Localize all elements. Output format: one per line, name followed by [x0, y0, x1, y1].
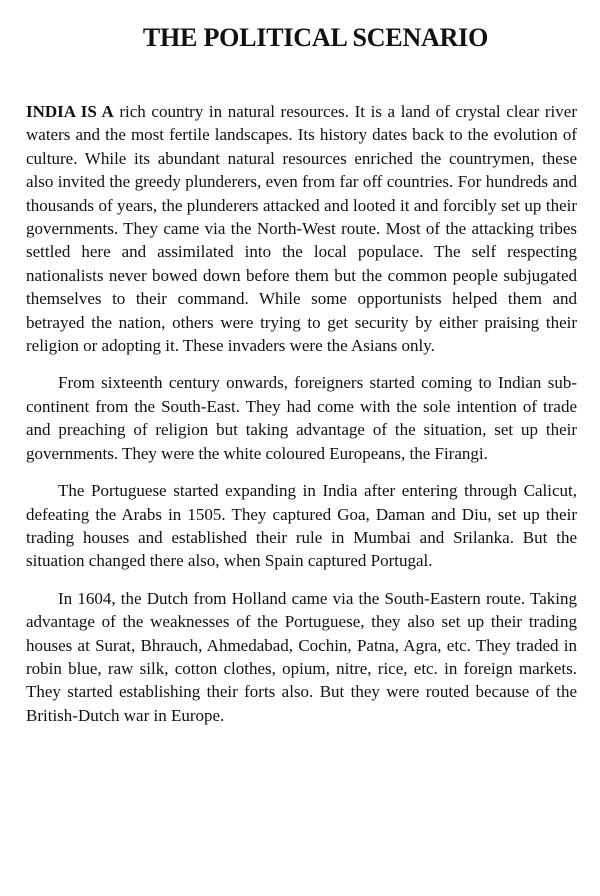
paragraph-1	[26, 100, 577, 357]
document-page	[26, 18, 577, 741]
document-body	[26, 100, 577, 727]
paragraph-lead-text: INDIA IS A	[26, 102, 114, 121]
chapter-title: THE POLITICAL SCENARIO	[142, 23, 489, 52]
paragraph-1-text: rich country in natural resources. It is a land of crystal clear river waters and the most fertile landscapes. Its history dates back to the evolution of culture. While its abundant natural resources enriched the countrymen, these also invited the greedy plunderers, even from far off countries. For hundreds and thousands of years, the plunderers attacked and looted it and forcibly set up their governments. They came via the North-West route. Most of the attacking tribes settled here and assimilated into the local populace. The self respecting nationalists never bowed down before them but the common people subjugated themselves to their command. While some opportunists helped them and betrayed the nation, others were trying to get security by either praising their religion or adopting it. These invaders were the Asians only.	[26, 102, 577, 356]
paragraph-4: In 1604, the Dutch from Holland came via the South-Eastern route. Taking advantage of the weaknesses of the Portuguese, they also set up their trading houses at Surat, Bhrauch, Ahmedabad, Cochin, Patna, Agra, etc. They traded in robin blue, raw silk, cotton clothes, opium, nitre, rice, etc. in foreign markets. They started establishing their forts also. But they were routed because of the British-Dutch war in Europe.	[26, 588, 577, 725]
paragraph-2: From sixteenth century onwards, foreigners started coming to Indian sub-continent from the South-East. They had come with the sole intention of trade and preaching of religion but taking advantage of the situation, set up their governments. They were the white coloured Europeans, the Firangi.	[26, 373, 577, 463]
paragraph-3: The Portuguese started expanding in India after entering through Calicut, defeating the Arabs in 1505. They captured Goa, Daman and Diu, set up their trading houses and established their rule in Mumbai and Srilanka. But the situation changed there also, when Spain captured Portugal.	[26, 481, 577, 571]
